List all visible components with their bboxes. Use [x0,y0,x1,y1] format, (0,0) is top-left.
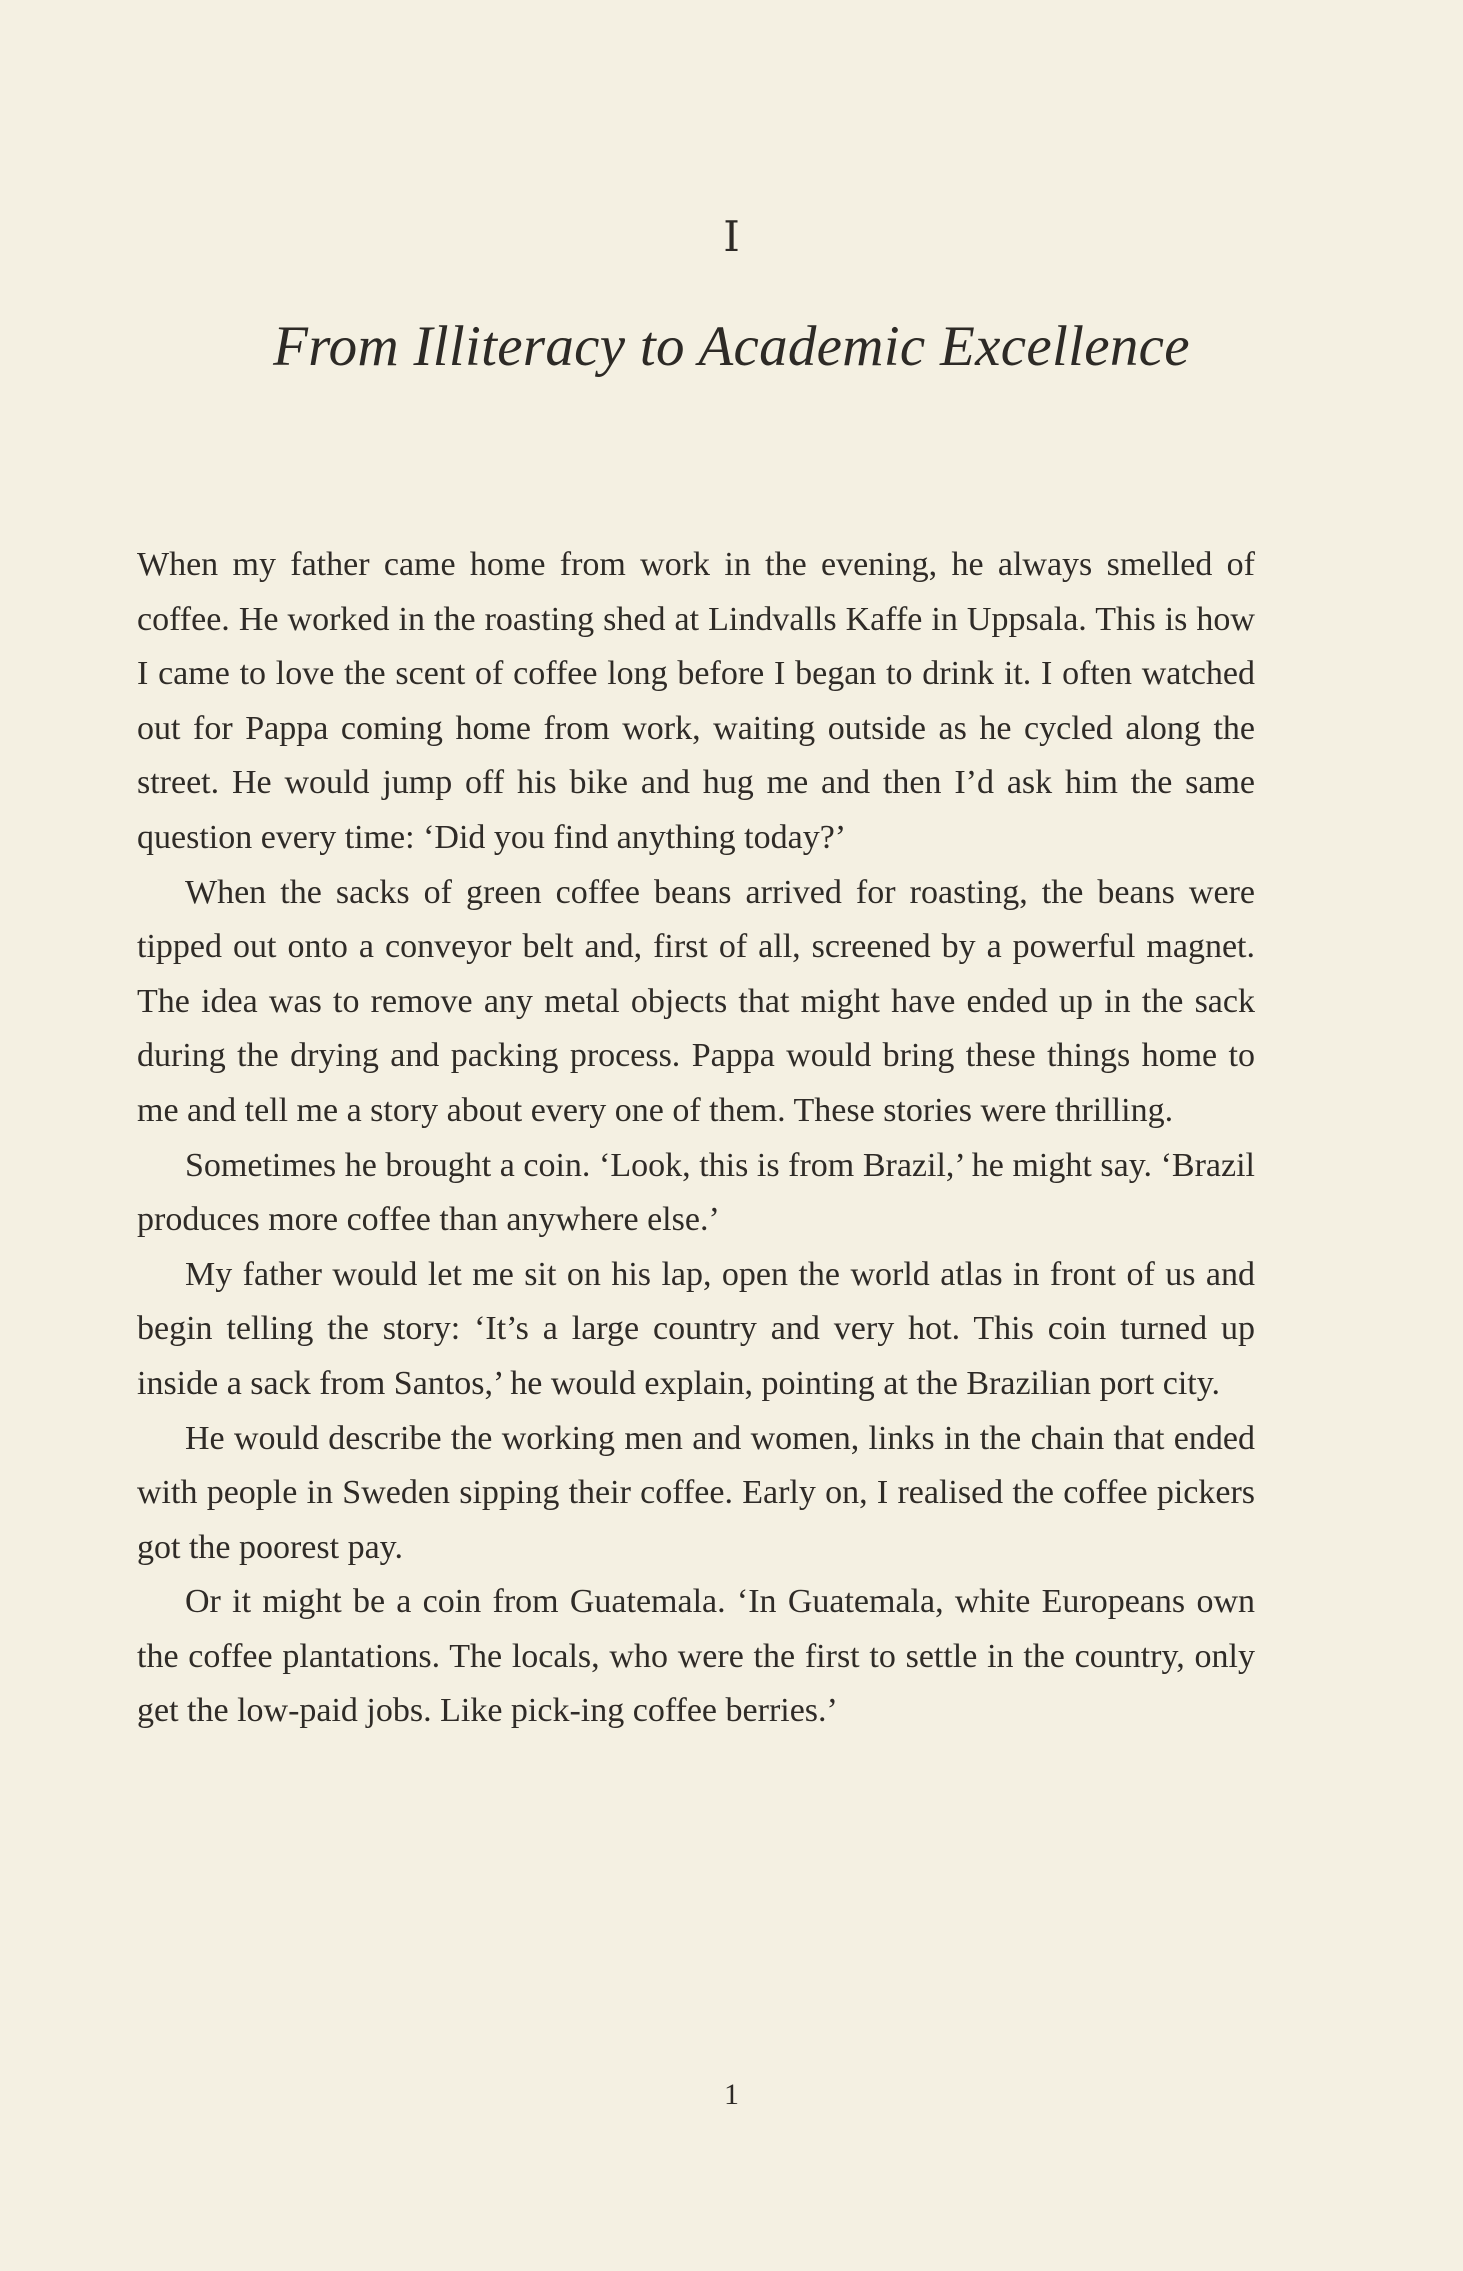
chapter-title: From Illiteracy to Academic Excellence [273,315,1190,378]
paragraph-6: Or it might be a coin from Guatemala. ‘In Guatemala, white Europeans own the coffee plantations. The locals, who were the first to settle in the country, only get the low-paid jobs. Like pick-ing coffee berries.’ [137,1583,1255,1730]
paragraph-2: When the sacks of green coffee beans arrived for roasting, the beans were tipped out onto a conveyor belt and, first of all, screened by a powerful magnet. The idea was to remove any metal objects that might have ended up in the sack during the drying and packing process. Pappa would bring these things home to me and tell me a story about every one of them. These stories were thrilling. [137,873,1255,1129]
chapter-number: I [723,212,740,261]
paragraph-5: He would describe the working men and women, links in the chain that ended with people in Sweden sipping their coffee. Early on, I realised the coffee pickers got the poorest pay. [137,1419,1255,1566]
paragraph-3: Sometimes he brought a coin. ‘Look, this is from Brazil,’ he might say. ‘Brazil produces more coffee than anywhere else.’ [137,1146,1255,1239]
page-number: 1 [724,2078,739,2111]
body-text [137,538,1255,1739]
paragraph-4: My father would let me sit on his lap, open the world atlas in front of us and begin telling the story: ‘It’s a large country and very hot. This coin turned up inside a sack from Santos,’ he would explain, pointing at the Brazilian port city. [137,1255,1255,1402]
paragraph-1: When my father came home from work in the evening, he always smelled of coffee. He worked in the roasting shed at Lindvalls Kaffe in Uppsala. This is how I came to love the scent of coffee long before I began to drink it. I often watched out for Pappa coming home from work, waiting outside as he cycled along the street. He would jump off his bike and hug me and then I’d ask him the same question every time: ‘Did you find anything today?’ [137,546,1255,856]
